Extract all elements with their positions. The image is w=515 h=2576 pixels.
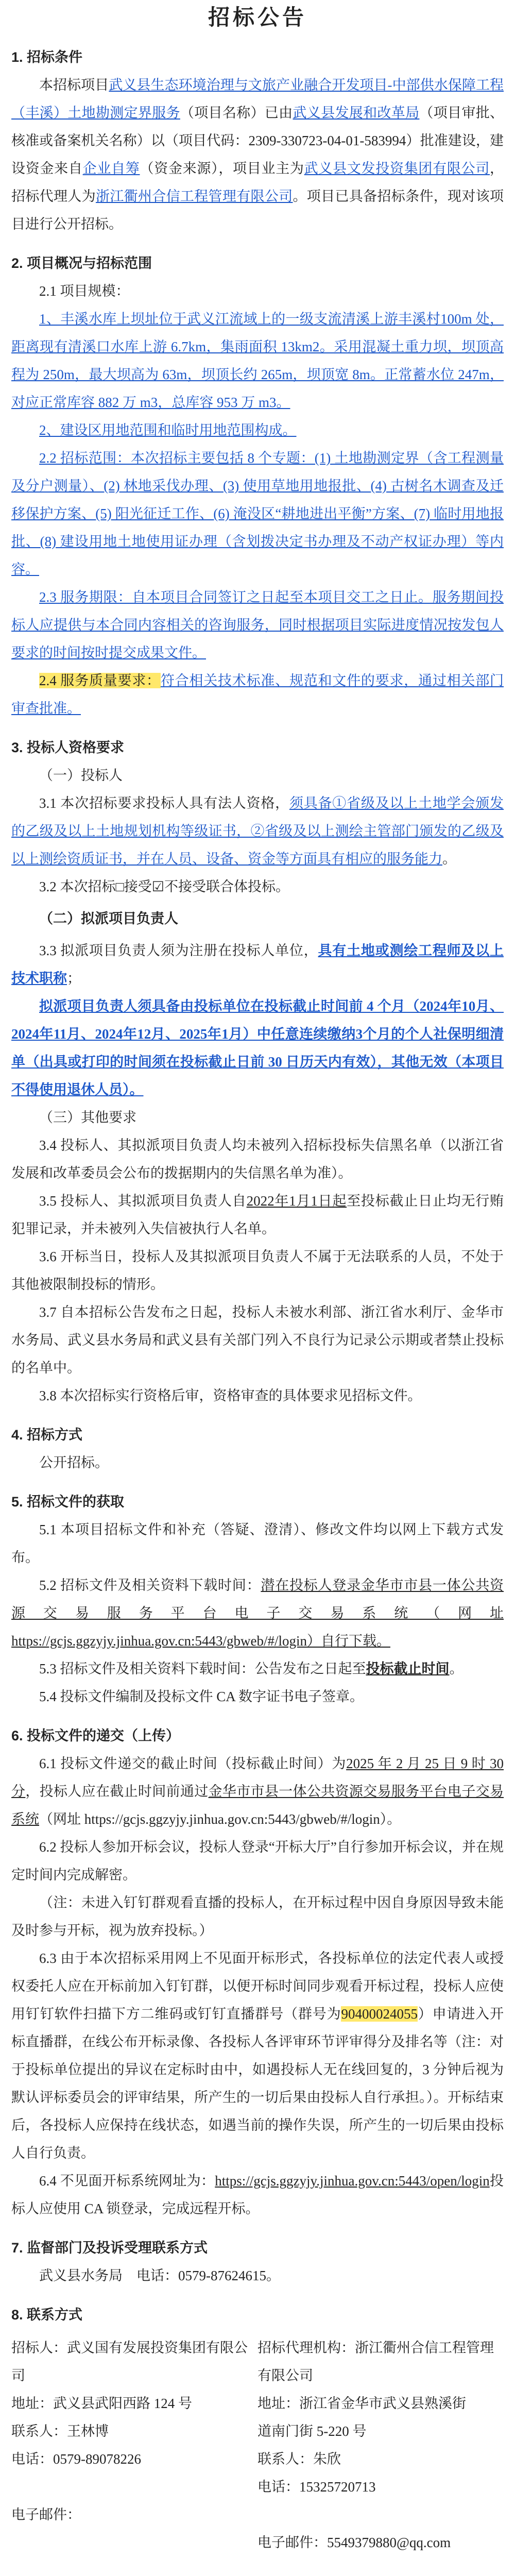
agent-name-cont: 有限公司 [258,2368,313,2383]
tenderer-name: 招标人：武义国有发展投资集团有限公司 [11,2340,248,2383]
s3-1-a: 3.1 本次招标要求投标人具有法人资格， [39,795,289,811]
s1-approval: （项目代码：2309-330723-04-01-583994）批准建设，建设资金来自 [11,133,504,176]
s3-3-title: 具有土地或测绘工程师及以上技术职称 [11,943,504,986]
tenderer-blank [11,2473,258,2501]
s3-1-c: 。 [442,851,456,867]
section-7-title: 7. 监督部门及投诉受理联系方式 [11,2240,208,2256]
tender-agent: 浙江衢州合信工程管理有限公司 [95,189,293,204]
tenderer-person: 联系人：王林博 [11,2424,109,2439]
dingtalk-group-number: 90400024055 [341,2006,418,2022]
s3-4: 3.4 投标人、其拟派项目负责人均未被列入招标投标失信黑名单（以浙江省发展和改革委员会公布的拨据期内的失信黑名单为准）。 [11,1138,504,1181]
s2-1-label: 2.1 项目规模： [39,283,130,299]
quality-label: 2.4 服务质量要求： [39,673,161,688]
s3-sub-manager: （二）拟派项目负责人 [39,911,178,926]
contact-table [11,2334,504,2556]
tender-scope [11,444,504,583]
s5-3-a: 5.3 招标文件及相关资料下载时间：公告发布之日起至 [39,1661,366,1676]
tenderer-email: 电子邮件： [11,2507,81,2522]
s3-3-c: ； [67,971,81,986]
s3-5-date: 2022年1月1日起 [246,1193,347,1209]
fund-source: 企业自筹 [82,161,140,176]
tenderer-phone: 电话：0579-89078226 [11,2451,141,2467]
s5-3-c: 。 [449,1661,464,1676]
s6-1-platform: 金华市市县一体公共资源交易服务平台电子交易系统 [11,1784,504,1827]
s6-1-url[interactable]: （网址 https://gcjs.ggzyjy.jinhua.gov.cn:5443/gbweb/#/login）。 [39,1811,401,1827]
quality-requirement [11,667,504,722]
section-4-title: 4. 招标方式 [11,1427,83,1443]
s6-3-a: 6.3 由于本次招标采用网上不见面开标形式，各投标单位的法定代表人或授权委托人应在开标前加入钉钉群，以便开标时间同步观看开标过程，投标人应使用钉钉软件扫描下方二维码或钉钉直播群号（群号为 [11,1951,504,2022]
s7-body: 武义县水务局 电话：0579-87624615。 [39,2268,280,2283]
tenderer-address: 地址：武义县武阳西路 124 号 [11,2396,192,2411]
s3-8: 3.8 本次招标实行资格后审，资格审查的具体要求见招标文件。 [39,1388,422,1403]
s6-4 [11,2167,504,2223]
section-8-title: 8. 联系方式 [11,2307,83,2323]
s3-3-a: 3.3 拟派项目负责人须为注册在投标人单位， [39,943,318,958]
agent-address: 地址：浙江省金华市武义县熟溪街 [258,2396,466,2411]
s3-sub-other: （三）其他要求 [39,1110,136,1125]
project-scale-item-1: 1、丰溪水库上坝址位于武义江流域上的一级支流清溪上游丰溪村100m 处，距离现有清溪口水库上游 6.7km，集雨面积 13km2。采用混凝土重力坝，坝顶高程为 250m，最大坝高为 63m，坝顶长约 265m，坝顶宽 8m。正常蓄水位 247m，对应正常库容 882 万 m3，总库容 953 万 m3。 [11,311,504,410]
agent-contact [258,2334,504,2556]
s1-text-c: （项目审批、核准或备案机关名称）以 [11,105,504,148]
section-1-title: 1. 招标条件 [11,49,83,65]
submission-deadline: 2025 年 2 月 25 日 9 时 30 分 [11,1756,504,1799]
s1-text-e: ，招标代理人为 [11,161,504,204]
s6-4-a: 6.4 不见面开标系统网址为： [39,2173,215,2189]
s6-1 [11,1750,504,1833]
agent-name: 招标代理机构：浙江衢州合信工程管理 [258,2340,494,2355]
s6-4-c: 投标人应使用 CA 锁登录，完成远程开标。 [11,2173,504,2216]
service-period [11,583,504,667]
project-scale-item-2: 2、建设区用地范围和临时用地范围构成。 [39,422,297,438]
section-5-title: 5. 招标文件的获取 [11,1494,125,1510]
tender-scope-text: 2.2 招标范围：本次招标主要包括 8 个专题：(1) 土地勘测定界（含工程测量及分户测量）、(2) 林地采伐办理、(3) 使用草地用地报批、(4) 古树名木调查及迁移保护方案、(5) 阳光征迁工作、(6) 淹没区“耕地进出平衡”方案、(7) 临时用地报批、(8) 建设用地土地使用证办理（含划拨决定书办理及不动产权证办理）等内容。 [11,450,504,577]
section-1-text [11,71,504,238]
agent-blank [258,2501,504,2529]
agent-phone: 电话：15325720713 [258,2479,376,2495]
s4-body: 公开招标。 [39,1455,109,1470]
s1-text-d: （资金来源），项目业主为 [140,161,304,176]
s6-note: （注：未进入钉钉群观看直播的投标人，在开标过程中因自身原因导致未能及时参与开标，视为放弃投标。） [11,1895,504,1938]
project-name: 武义县生态环境治理与文旅产业融合开发项目-中部供水保障工程（丰溪）土地勘测定界服务 [11,77,504,121]
s5-2 [11,1571,504,1655]
section-6-title: 6. 投标文件的递交（上传） [11,1728,180,1743]
quality-text: 符合相关技术标准、规范和文件的要求，通过相关部门审查批准。 [11,673,504,716]
document-body [0,43,515,2556]
page-title: 招标公告 [208,5,307,29]
service-period-text: 2.3 服务期限：自本项目合同签订之日起至本项目交工之日止。服务期间投标人应提供与本合同内容相关的咨询服务，同时根据项目实际进度情况按发包人要求的时间按时提交成果文件。 [11,589,504,660]
section-2-title: 2. 项目概况与招标范围 [11,256,152,271]
approver-name: 武义县发展和改革局 [293,105,420,121]
s5-2-link[interactable]: 潜在投标人登录金华市市县一体公共资源交易服务平台电子交易系统（网址 https://gcjs.ggzyjy.jinhua.gov.cn:5443/gbweb/#/login）自行下载。 [11,1578,504,1649]
s3-1 [11,789,504,873]
section-3-title: 3. 投标人资格要求 [11,740,125,755]
open-bid-link[interactable]: https://gcjs.ggzyjy.jinhua.gov.cn:5443/open/login [215,2173,490,2189]
s5-1: 5.1 本项目招标文件和补充（答疑、澄清）、修改文件均以网上下载方式发布。 [11,1522,504,1565]
social-security-requirement: 拟派项目负责人须具备由投标单位在投标截止时间前 4 个月（2024年10月、2024年11月、2024年12月、2025年1月）中任意连续缴纳3个月的个人社保明细清单（出具或打印的时间须在投标截止日前 30 日历天内有效），其他无效（本项目不得使用退休人员）。 [11,998,504,1097]
s6-1-a: 6.1 投标文件递交的截止时间（投标截止时间）为 [39,1756,347,1771]
s3-5-a: 3.5 投标人、其拟派项目负责人自 [39,1193,247,1209]
s3-7: 3.7 自本招标公告发布之日起，投标人未被水利部、浙江省水利厅、金华市水务局、武义县水务局和武义县有关部门列入不良行为记录公示期或者禁止投标的名单中。 [11,1304,504,1376]
s6-3 [11,1944,504,2167]
s5-4: 5.4 投标文件编制及投标文件 CA 数字证书电子签章。 [39,1689,364,1704]
s5-2-a: 5.2 招标文件及相关资料下载时间： [39,1578,261,1593]
s3-1-qualification: 须具备①省级及以上土地学会颁发的乙级及以上土地规划机构等级证书，②省级及以上测绘主管部门颁发的乙级及以上测绘资质证书，并在人员、设备、资金等方面具有相应的服务能力 [11,795,504,867]
s1-text-b: （项目名称）已由 [180,105,293,121]
agent-email: 电子邮件：5549379880@qq.com [258,2535,451,2550]
agent-address-cont: 道南门街 5-220 号 [258,2424,367,2439]
s3-2: 3.2 本次招标□接受☑不接受联合体投标。 [39,879,290,894]
project-owner: 武义县文发投资集团有限公司 [304,161,490,176]
s3-sub-bidder: （一）投标人 [39,768,123,783]
s3-5-c: 至投标截止日止均无行贿犯罪记录，并未被列入失信被执行人名单。 [11,1193,504,1236]
s5-3 [11,1655,504,1683]
s6-1-c: ，投标人应在截止时间前通过 [25,1784,209,1799]
agent-person: 联系人：朱欣 [258,2451,341,2467]
s5-3-deadline: 投标截止时间 [366,1661,450,1676]
s3-5 [11,1187,504,1243]
tenderer-contact [11,2334,258,2556]
s6-3-b: ）申请进入开标直播群，在线公布开标录像、各投标人各评审环节评审得分及排名等（注：对于投标单位提出的异议在定标时由中，如遇投标人无在线回复的，3 分钟后视为默认评标委员会的评审结果，所产生的一切后果由投标人自行承担。）。开标结束后，各投标人应保持在线状态，如遇当前的操作失误，所产生的一切后果由投标人自行负责。 [11,2006,504,2161]
s3-3 [11,937,504,992]
s6-2: 6.2 投标人参加开标会议，投标人登录“开标大厅”自行参加开标会议，并在规定时间内完成解密。 [11,1839,504,1883]
s1-text-f: 。项目已具备招标条件，现对该项目进行公开招标。 [11,189,504,232]
s1-text-a: 本招标项目 [39,77,109,93]
s3-6: 3.6 开标当日，投标人及其拟派项目负责人不属于无法联系的人员，不处于其他被限制投标的情形。 [11,1249,504,1292]
